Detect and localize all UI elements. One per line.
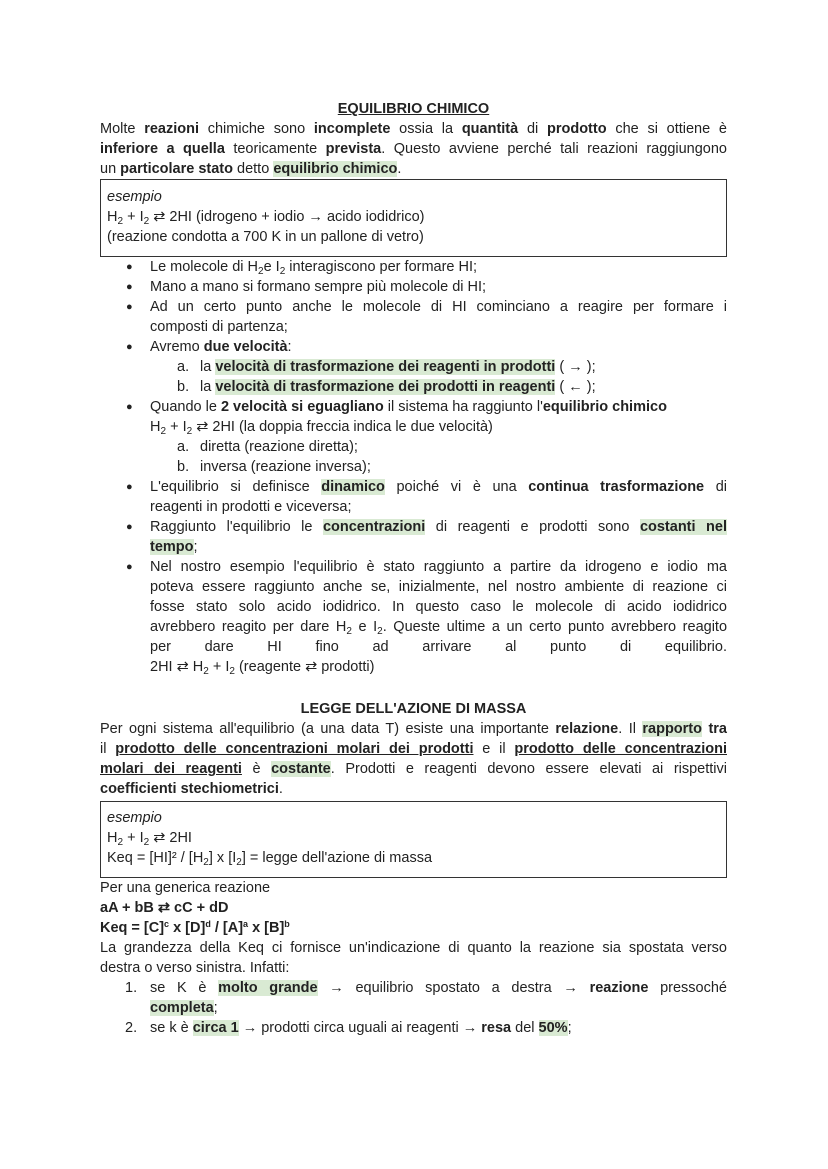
text-run: prodotto delle concentrazioni [514,741,727,757]
highlighted-text: completa [150,1000,214,1016]
text-line [150,277,727,297]
text-run: composti di partenza; [150,319,288,335]
text-line [100,159,727,179]
text-run: . [278,781,283,797]
text-run: incomplete [313,121,391,137]
text-run: H [107,209,118,225]
text-run: → prodotti circa uguali ai reagenti → [238,1020,482,1036]
example-box [100,801,727,878]
bullet-item [100,257,727,277]
text-run: Quando le [150,399,221,415]
text-run: 2 [143,837,150,848]
text-line [150,557,727,577]
text-run: del [511,1020,539,1036]
bullet-item [100,557,727,677]
text-run: ] x [I [208,850,237,866]
text-run: . Il [618,721,643,737]
text-run: 2 [186,426,193,437]
text-run: 2HI ⇄ H [150,659,204,675]
text-run: 2 [117,837,124,848]
text-run: prevista [325,141,382,157]
text-run: ⇄ 2HI (idrogeno + iodio → acido iodidrico) [149,209,425,225]
highlighted-text: tempo [150,539,194,555]
text-line [150,297,727,317]
text-line [150,517,727,537]
text-run: Per una generica reazione [100,880,271,896]
text-run: + I [166,419,187,435]
text-run: 2 velocità si eguagliano [220,399,384,415]
bullet-item [100,477,727,517]
bullet-item [100,337,727,357]
text-run: e I [263,259,280,275]
text-line [107,227,720,247]
text-run: chimiche sono [199,121,314,137]
example-box [100,179,727,257]
text-run: LEGGE DELL'AZIONE DI MASSA [300,701,527,717]
text-line [107,828,720,848]
text-line [150,337,727,357]
bullet-icon: ● [126,341,133,353]
text-run: 2 [160,426,167,437]
text-run: particolare stato [120,161,233,177]
text-line [150,537,727,557]
paragraph [100,719,727,799]
text-run: H [107,830,118,846]
text-run: . Questo avviene perché tali reazioni raggiungono [381,141,727,157]
text-run: esempio [107,189,162,205]
text-run: tra [702,721,727,737]
text-run: ( → ); [555,359,596,375]
text-run: per dare HI fino ad arrivare al punto di equilibrio. [150,639,727,655]
sub-list-item [100,457,727,477]
bullet-item [100,397,727,437]
text-line [150,1018,727,1038]
text-run: prodotto [546,121,607,137]
text-line [100,938,727,958]
text-run: poiché vi è una [384,479,529,495]
text-line [200,457,727,477]
text-line [150,597,727,617]
text-line [100,958,727,978]
document-page [100,99,727,1038]
text-run: 2 [117,216,124,227]
text-run: 2 [143,216,150,227]
text-run: 2 [203,666,209,677]
text-run: ; [567,1020,572,1036]
bullet-icon: ● [126,521,133,533]
paragraph [100,878,727,938]
text-run: Per ogni sistema all'equilibrio (a una data T) esiste una importante [100,721,556,737]
text-run: di reagenti e prodotti sono [425,519,640,535]
text-run: di [704,479,727,495]
text-line [150,257,727,277]
text-run: L'equilibrio si definisce [150,479,322,495]
text-run: x [B] [248,920,285,936]
text-run: ⇄ 2HI (la doppia freccia indica le due velocità) [192,419,493,435]
text-run: b [284,919,290,929]
text-line [100,779,727,799]
paragraph [100,938,727,978]
text-run: se k è [150,1020,193,1036]
text-line [100,759,727,779]
text-run: avrebbero reagito per dare H [150,619,347,635]
text-run: : [287,339,292,355]
sub-list-item [100,357,727,377]
text-run: detto [233,161,274,177]
text-run: se K è [150,980,219,996]
text-run: Le molecole di H [150,259,258,275]
text-run: fosse stato solo acido iodidrico. In questo caso le molecole di acido iodidrico [150,599,727,615]
text-run: ] = legge dell'azione di massa [241,850,433,866]
text-run: 2 [377,626,383,637]
bullet-item [100,277,727,297]
bullet-icon: ● [126,561,133,573]
text-line [100,918,727,938]
text-line [150,477,727,497]
highlighted-text: dinamico [321,479,385,495]
text-run: (reazione condotta a 700 K in un pallone di vetro) [107,229,424,245]
text-run: quantità [461,121,519,137]
text-line [100,739,727,759]
numbered-item [100,978,727,1018]
text-run: ( ← ); [555,379,596,395]
text-run: pressoché [648,980,728,996]
text-run: Mano a mano si formano sempre più molecole di HI; [150,279,487,295]
bullet-icon: ● [126,301,133,313]
highlighted-text: concentrazioni [322,519,426,535]
text-run: e I [351,619,378,635]
text-run: continua trasformazione [528,479,705,495]
text-run: relazione [555,721,619,737]
text-run: a [243,919,249,929]
text-run: La grandezza della Keq ci fornisce un'indicazione di quanto la reazione sia spostata verso [100,940,727,956]
text-run: Molte [100,121,145,137]
text-line [107,187,720,207]
text-run: 2 [279,266,286,277]
text-run: ⇄ 2HI [149,830,192,846]
bullet-item [100,297,727,337]
numbered-item [100,1018,727,1038]
text-run: la [200,359,216,375]
text-line [150,577,727,597]
highlighted-text: velocità di trasformazione dei prodotti in reagenti [215,379,556,395]
text-line [150,657,727,677]
text-run: inversa (reazione inversa); [200,459,371,475]
highlighted-text: rapporto [642,721,702,737]
text-run: che si ottiene è [606,121,727,137]
text-run: . [397,161,402,177]
text-line [107,848,720,868]
text-line [100,99,727,119]
text-line [150,998,727,1018]
text-run: reagenti in prodotti e viceversa; [150,499,352,515]
text-run: teoricamente [224,141,326,157]
text-line [150,617,727,637]
text-run: + I [123,209,144,225]
highlighted-text: costante [271,761,331,777]
text-line [150,978,727,998]
text-run: + I [123,830,144,846]
sub-list-item [100,377,727,397]
text-run: Ad un certo punto anche le molecole di HI cominciano a reagire per formare i [150,299,727,315]
text-run: coefficienti stechiometrici [100,781,279,797]
text-run: aA + bB ⇄ cC + dD [100,900,229,916]
text-run: (reagente ⇄ prodotti) [234,659,375,675]
text-line [150,317,727,337]
text-line [100,878,727,898]
text-run: e il [473,741,515,757]
text-line [100,139,727,159]
list-marker: a. [177,439,190,455]
text-run: il sistema ha raggiunto l' [383,399,543,415]
text-line [200,437,727,457]
text-run: la [200,379,216,395]
text-run: d [205,919,211,929]
text-run: → equilibrio spostato a destra → [317,980,590,996]
highlighted-text: molto grande [218,980,318,996]
text-run: 2 [229,666,235,677]
text-run: Avremo [150,339,204,355]
highlighted-text: costanti nel [639,519,727,535]
text-run: il [100,741,116,757]
text-line [107,207,720,227]
text-line [100,119,727,139]
list-marker: 1. [125,980,138,996]
text-run: due velocità [203,339,288,355]
text-line [150,397,727,417]
text-run: 2 [346,626,352,637]
document-title [100,99,727,119]
text-line [150,637,727,657]
text-run: Nel nostro esempio l'equilibrio è stato raggiunto a partire da idrogeno e iodio ma [150,559,727,575]
text-line [100,719,727,739]
text-line [150,417,727,437]
text-line [100,898,727,918]
text-run: è [241,761,272,777]
bullet-icon: ● [126,481,133,493]
list-marker: b. [177,459,190,475]
bullet-icon: ● [126,281,133,293]
list-marker: b. [177,379,190,395]
text-run: + I [208,659,230,675]
text-run: Keq = [HI]² / [H [107,850,204,866]
text-line [100,699,727,719]
text-run: un [100,161,121,177]
text-run: diretta (reazione diretta); [200,439,358,455]
text-run: c [164,919,170,929]
text-run: H [150,419,161,435]
highlighted-text: 50% [538,1020,568,1036]
text-run: ; [213,1000,218,1016]
text-run: reazioni [144,121,199,137]
paragraph [100,119,727,179]
bullet-icon: ● [126,401,133,413]
text-run: molari dei reagenti [100,761,242,777]
list-marker: a. [177,359,190,375]
sub-list-item [100,437,727,457]
text-run: ossia la [390,121,462,137]
text-run: prodotto delle concentrazioni molari dei prodotti [115,741,474,757]
text-line [200,377,727,397]
text-run: x [D] [169,920,206,936]
text-run: destra o verso sinistra. Infatti: [100,960,290,976]
text-run: ; [193,539,198,555]
highlighted-text: circa 1 [192,1020,239,1036]
text-run: inferiore a quella [100,141,225,157]
text-run: . Queste ultime a un certo punto avrebbero reagito [382,619,728,635]
text-run: reazione [589,980,649,996]
text-run: 2 [203,857,209,868]
text-run: 2 [258,266,264,277]
text-line [107,808,720,828]
text-run: EQUILIBRIO CHIMICO [337,101,490,117]
text-line [150,497,727,517]
bullet-icon: ● [126,261,133,273]
text-run: equilibrio chimico [542,399,667,415]
highlighted-text: equilibrio chimico [273,161,398,177]
text-run: Keq = [C] [100,920,165,936]
text-run: di [518,121,547,137]
text-run: 2 [236,857,242,868]
text-run: resa [481,1020,512,1036]
text-run: esempio [107,810,162,826]
text-run: / [A] [210,920,244,936]
section-title [100,699,727,719]
bullet-item [100,517,727,557]
text-run: poteva essere raggiunto anche se, inizialmente, nel nostro ambiente di reazione ci [150,579,727,595]
text-run: interagiscono per formare HI; [285,259,478,275]
text-run: . Prodotti e reagenti devono essere elevati ai rispettivi [330,761,727,777]
list-marker: 2. [125,1020,138,1036]
highlighted-text: velocità di trasformazione dei reagenti in prodotti [215,359,556,375]
text-run: Raggiunto l'equilibrio le [150,519,323,535]
text-line [200,357,727,377]
